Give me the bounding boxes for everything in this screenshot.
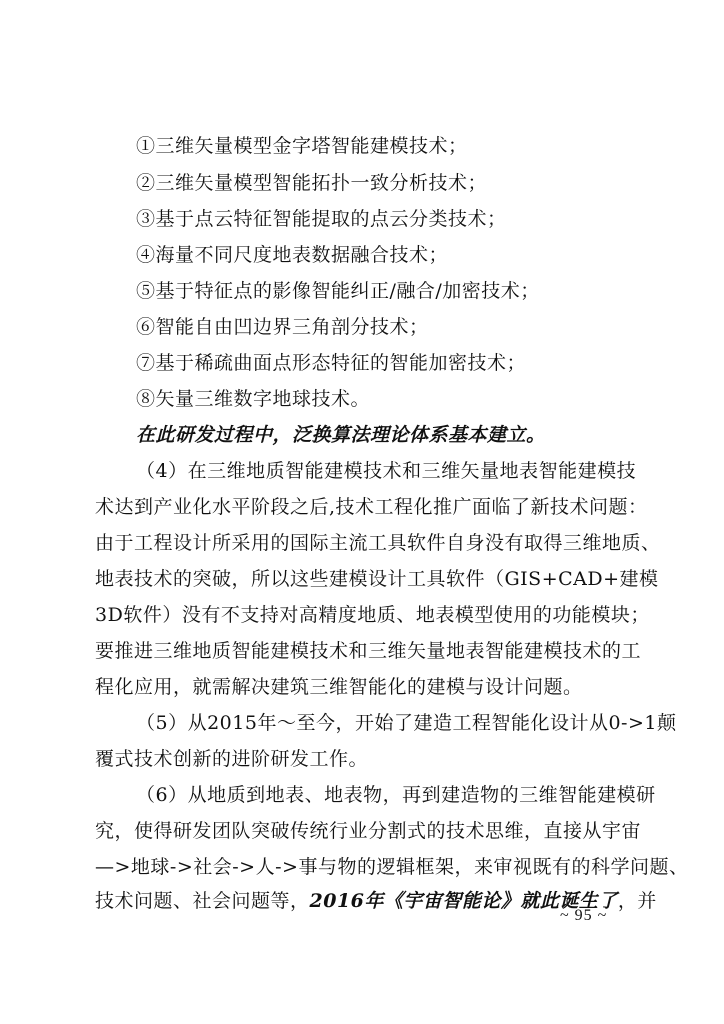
page-number: ~ 95 ~ — [560, 907, 608, 924]
paragraph-line — [0, 888, 724, 914]
emphasis-line: 在此研发过程中，泛换算法理论体系基本建立。 — [136, 424, 546, 446]
list-item: ②三维矢量模型智能拓扑一致分析技术； — [136, 172, 488, 194]
list-item: ④海量不同尺度地表数据融合技术； — [136, 244, 449, 266]
emphasis-text: 2016年《宇宙智能论》就此诞生了 — [309, 890, 618, 912]
paragraph-line: 覆式技术创新的进阶研发工作。 — [95, 748, 369, 770]
list-item: ①三维矢量模型金字塔智能建模技术； — [136, 135, 468, 157]
paragraph-line: —>地球->社会->人->事与物的逻辑框架，来审视既有的科学问题、 — [95, 856, 689, 878]
list-item: ⑧矢量三维数字地球技术。 — [136, 388, 371, 410]
paragraph-text: ，并 — [617, 890, 657, 912]
paragraph-line: （5）从2015年～至今，开始了建造工程智能化设计从0->1颠 — [136, 712, 677, 734]
paragraph-line: 由于工程设计所采用的国际主流工具软件自身没有取得三维地质、 — [95, 532, 661, 554]
paragraph-line: （6）从地质到地表、地表物，再到建造物的三维智能建模研 — [136, 784, 656, 806]
list-item: ⑤基于特征点的影像智能纠正/融合/加密技术； — [136, 280, 540, 302]
paragraph-line: 地表技术的突破，所以这些建模设计工具软件（GIS+CAD+建模 — [95, 568, 659, 590]
paragraph-line: 究，使得研发团队突破传统行业分割式的技术思维，直接从宇宙 — [95, 820, 642, 842]
list-item: ⑦基于稀疏曲面点形态特征的智能加密技术； — [136, 352, 527, 374]
list-item: ③基于点云特征智能提取的点云分类技术； — [136, 208, 507, 230]
paragraph-text: 技术问题、社会问题等， — [95, 890, 310, 912]
paragraph-line: 要推进三维地质智能建模技术和三维矢量地表智能建模技术的工 — [95, 640, 642, 662]
paragraph-line: 术达到产业化水平阶段之后,技术工程化推广面临了新技术问题： — [95, 496, 648, 518]
paragraph-line: 程化应用，就需解决建筑三维智能化的建模与设计问题。 — [95, 676, 583, 698]
paragraph-line: 3D软件）没有不支持对高精度地质、地表模型使用的功能模块； — [95, 604, 650, 626]
list-item: ⑥智能自由凹边界三角剖分技术； — [136, 316, 429, 338]
paragraph-line: （4）在三维地质智能建模技术和三维矢量地表智能建模技 — [136, 460, 637, 482]
